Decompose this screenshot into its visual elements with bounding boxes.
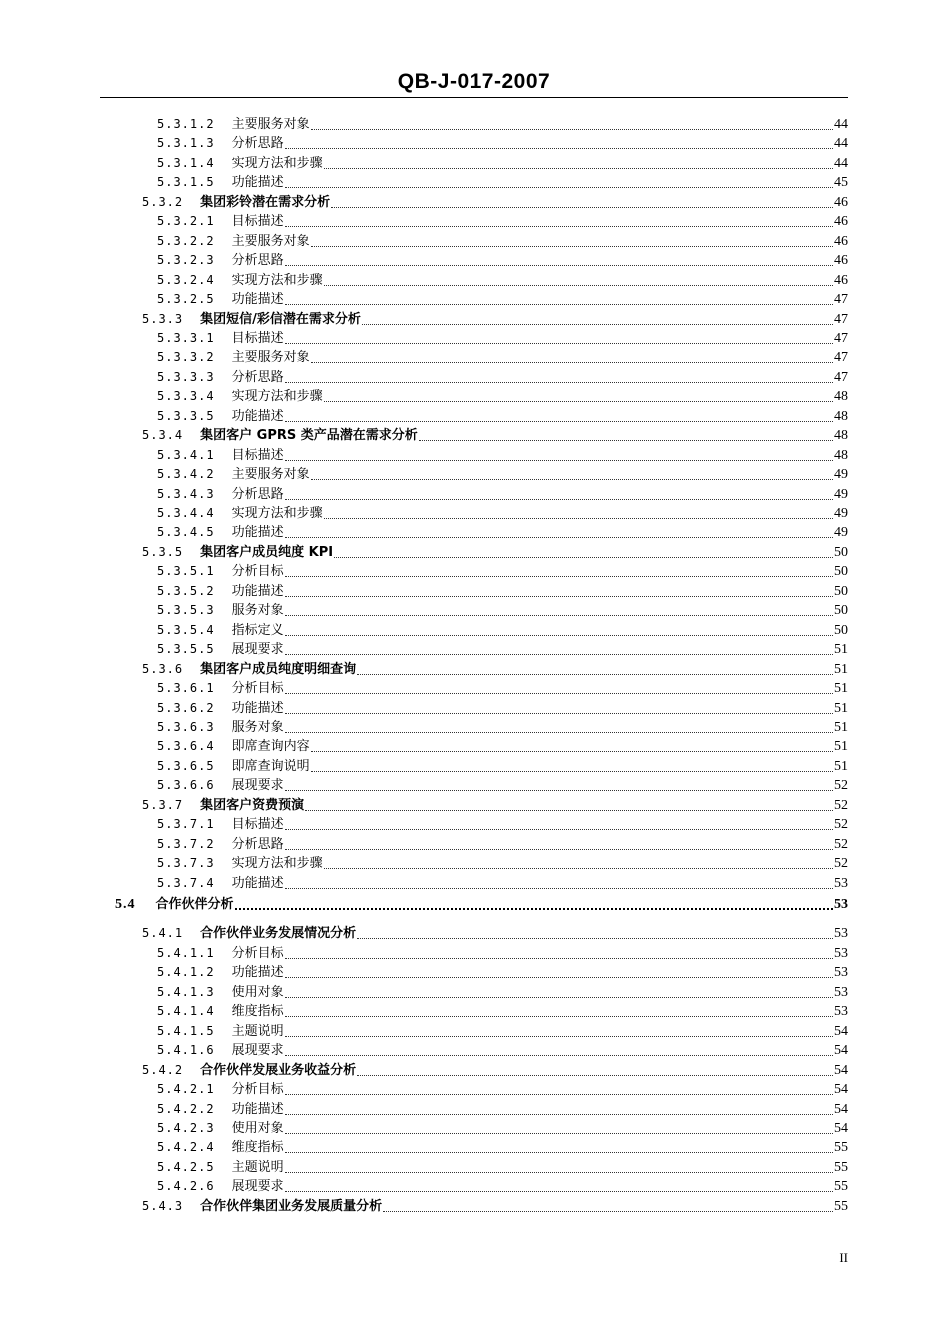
toc-entry-page: 44 (834, 136, 848, 152)
toc-dot-leader (324, 285, 833, 286)
toc-entry[interactable] (157, 523, 848, 542)
toc-dot-leader (285, 1172, 833, 1173)
toc-dot-leader (285, 654, 833, 655)
toc-entry-number: 5.3.6 (142, 661, 184, 676)
toc-entry-number: 5.4.1.5 (157, 1023, 215, 1038)
toc-dot-leader (311, 129, 833, 130)
toc-entry-page: 54 (834, 1120, 848, 1136)
toc-entry-page: 50 (834, 622, 848, 638)
toc-dot-leader (311, 479, 833, 480)
toc-entry[interactable] (157, 737, 848, 756)
toc-entry-page: 51 (834, 719, 848, 735)
toc-dot-leader (285, 460, 833, 461)
toc-dot-leader (357, 1075, 833, 1076)
toc-entry[interactable] (157, 815, 848, 834)
toc-entry-page: 52 (834, 797, 848, 813)
toc-entry-title: 目标描述 (231, 817, 284, 833)
toc-dot-leader (285, 790, 833, 791)
toc-entry[interactable] (157, 944, 848, 963)
toc-dot-leader (285, 1016, 833, 1017)
toc-entry-number: 5.3.4.3 (157, 486, 215, 501)
toc-dot-leader (324, 401, 833, 402)
toc-entry[interactable] (157, 718, 848, 737)
toc-entry-page: 52 (834, 836, 848, 852)
toc-entry[interactable] (157, 465, 848, 484)
toc-entry[interactable] (115, 895, 848, 914)
toc-entry-page: 46 (834, 272, 848, 288)
toc-entry-page: 53 (834, 897, 848, 912)
toc-entry-title: 展现要求 (231, 642, 284, 658)
toc-entry-title: 实现方法和步骤 (231, 856, 323, 872)
toc-entry[interactable] (157, 368, 848, 387)
toc-entry-title: 集团客户资费预演 (200, 797, 305, 813)
document-code-header: QB-J-017-2007 (397, 70, 551, 93)
toc-entry-number: 5.3.4.4 (157, 506, 215, 520)
toc-entry-page: 51 (834, 661, 848, 677)
toc-entry-number: 5.3.5.3 (157, 603, 215, 618)
toc-entry-number: 5.3.7.2 (157, 836, 215, 851)
toc-entry-number: 5.3.7 (142, 797, 184, 812)
toc-entry-title: 分析目标 (231, 945, 284, 961)
toc-dot-leader (285, 713, 833, 714)
toc-entry-number: 5.3.7.4 (157, 875, 215, 890)
toc-entry[interactable] (142, 1197, 848, 1216)
toc-dot-leader (235, 908, 833, 910)
toc-entry-title: 实现方法和步骤 (231, 155, 323, 171)
toc-entry-number: 5.3.3.1 (157, 330, 215, 345)
toc-entry-title: 主题说明 (231, 1159, 284, 1175)
toc-entry-title: 维度指标 (231, 1140, 284, 1156)
toc-dot-leader (362, 324, 833, 325)
toc-entry-title: 功能描述 (231, 175, 284, 191)
toc-entry-page: 47 (834, 292, 848, 308)
toc-entry[interactable] (142, 1061, 848, 1080)
toc-entry-title: 功能描述 (231, 292, 284, 308)
toc-entry-page: 54 (834, 1082, 848, 1098)
toc-dot-leader (285, 849, 833, 850)
toc-dot-leader (331, 207, 833, 208)
toc-dot-leader (311, 771, 833, 772)
toc-entry-title: 分析目标 (231, 1082, 284, 1098)
page-number: II (839, 1250, 848, 1265)
toc-entry-number: 5.3.4.2 (157, 467, 215, 482)
toc-entry-number: 5.4.2.4 (157, 1140, 215, 1155)
toc-entry[interactable] (157, 1041, 848, 1060)
toc-entry[interactable] (157, 582, 848, 601)
toc-entry-title: 主要服务对象 (231, 233, 310, 249)
toc-entry-page: 55 (834, 1179, 848, 1195)
toc-entry-title: 功能描述 (231, 408, 284, 424)
toc-entry-number: 5.3.5 (142, 544, 184, 559)
toc-entry-number: 5.3.7.1 (157, 817, 215, 832)
toc-entry-page: 48 (834, 389, 848, 405)
toc-entry-number: 5.3.3 (142, 311, 184, 326)
toc-entry[interactable] (157, 699, 848, 718)
toc-entry-title: 功能描述 (231, 1101, 284, 1117)
toc-entry-number: 5.3.3.4 (157, 389, 215, 404)
toc-entry[interactable] (157, 1138, 848, 1157)
toc-entry-page: 49 (834, 467, 848, 483)
toc-entry-number: 5.3.3.3 (157, 369, 215, 384)
toc-entry-number: 5.4 (115, 897, 136, 912)
toc-entry-page: 53 (834, 984, 848, 1000)
toc-entry-page: 51 (834, 739, 848, 755)
toc-dot-leader (334, 557, 833, 558)
toc-entry-number: 5.3.6.3 (157, 719, 215, 734)
toc-dot-leader (311, 246, 833, 247)
toc-dot-leader (285, 1152, 833, 1153)
toc-entry-title: 目标描述 (231, 330, 284, 346)
toc-entry-page: 54 (834, 1043, 848, 1059)
toc-entry-page: 48 (834, 447, 848, 463)
toc-entry[interactable] (157, 963, 848, 982)
toc-entry-page: 53 (834, 1004, 848, 1020)
toc-entry[interactable] (157, 115, 848, 134)
toc-entry-number: 5.3.5.5 (157, 642, 215, 657)
toc-entry-page: 51 (834, 642, 848, 658)
toc-entry-page: 49 (834, 506, 848, 521)
toc-dot-leader (311, 751, 833, 752)
toc-entry-title: 分析思路 (231, 486, 284, 502)
toc-dot-leader (285, 226, 833, 227)
toc-dot-leader (285, 888, 833, 889)
toc-entry-page: 49 (834, 525, 848, 541)
toc-entry-page: 52 (834, 817, 848, 833)
toc-entry-title: 集团客户 GPRS 类产品潜在需求分析 (200, 428, 418, 444)
toc-dot-leader (324, 868, 833, 869)
toc-entry-number: 5.3.2.1 (157, 214, 215, 229)
toc-entry-title: 集团短信/彩信潜在需求分析 (200, 311, 361, 327)
toc-entry-title: 合作伙伴发展业务收益分析 (200, 1062, 357, 1078)
toc-entry-number: 5.4.3 (142, 1198, 184, 1213)
header-rule (100, 97, 848, 98)
toc-entry-number: 5.3.1.4 (157, 155, 215, 170)
toc-entry-number: 5.3.6.2 (157, 700, 215, 715)
toc-entry-page: 47 (834, 350, 848, 366)
toc-dot-leader (285, 997, 833, 998)
toc-entry-title: 主要服务对象 (231, 467, 310, 483)
toc-dot-leader (324, 168, 833, 169)
toc-entry-title: 维度指标 (231, 1004, 284, 1020)
toc-entry[interactable] (157, 835, 848, 854)
toc-entry-number: 5.3.4.5 (157, 525, 215, 540)
toc-dot-leader (285, 265, 833, 266)
toc-dot-leader (285, 977, 833, 978)
toc-entry-title: 使用对象 (231, 1120, 284, 1136)
toc-entry-page: 50 (834, 603, 848, 619)
toc-entry-page: 45 (834, 175, 848, 191)
toc-entry[interactable] (157, 874, 848, 893)
toc-entry-number: 5.3.4.1 (157, 447, 215, 462)
toc-entry[interactable] (142, 543, 848, 562)
toc-entry[interactable] (157, 271, 848, 290)
toc-entry[interactable] (157, 290, 848, 309)
toc-entry-number: 5.3.6.5 (157, 758, 215, 773)
toc-entry-number: 5.3.6.1 (157, 681, 215, 696)
toc-entry-number: 5.4.1.2 (157, 965, 215, 980)
toc-entry-page: 51 (834, 758, 848, 774)
toc-entry-number: 5.3.6.4 (157, 739, 215, 754)
toc-dot-leader (285, 421, 833, 422)
toc-entry-number: 5.3.2.3 (157, 253, 215, 268)
toc-entry-number: 5.3.6.6 (157, 778, 215, 793)
toc-entry-title: 分析思路 (231, 369, 284, 385)
toc-entry[interactable] (157, 776, 848, 795)
toc-entry-page: 50 (834, 564, 848, 580)
toc-dot-leader (285, 343, 833, 344)
toc-entry-number: 5.3.2.4 (157, 272, 215, 287)
toc-entry-number: 5.3.1.2 (157, 117, 215, 131)
toc-entry[interactable] (157, 485, 848, 504)
toc-entry-number: 5.4.1 (142, 926, 184, 941)
toc-entry-number: 5.4.2.1 (157, 1082, 215, 1097)
toc-dot-leader (285, 958, 833, 959)
toc-dot-leader (285, 1055, 833, 1056)
toc-entry-page: 44 (834, 117, 848, 132)
toc-dot-leader (285, 615, 833, 616)
toc-entry-title: 目标描述 (231, 447, 284, 463)
toc-entry-title: 主要服务对象 (231, 117, 310, 132)
toc-entry[interactable] (157, 348, 848, 367)
toc-entry-number: 5.4.2.5 (157, 1159, 215, 1174)
toc-entry[interactable] (157, 1177, 848, 1196)
toc-entry-title: 主题说明 (231, 1023, 284, 1039)
toc-entry-page: 53 (834, 926, 848, 942)
toc-dot-leader (285, 1036, 833, 1037)
toc-entry[interactable] (157, 1119, 848, 1138)
toc-entry[interactable] (157, 621, 848, 640)
toc-entry-page: 46 (834, 194, 848, 210)
toc-entry[interactable] (157, 387, 848, 406)
toc-entry[interactable] (157, 173, 848, 192)
toc-entry-number: 5.4.1.3 (157, 984, 215, 999)
toc-entry-title: 合作伙伴集团业务发展质量分析 (200, 1198, 383, 1214)
toc-entry[interactable] (157, 854, 848, 873)
toc-entry-title: 实现方法和步骤 (231, 506, 323, 521)
toc-entry-number: 5.4.1.1 (157, 945, 215, 960)
toc-dot-leader (357, 674, 833, 675)
toc-entry[interactable] (157, 757, 848, 776)
toc-dot-leader (285, 1114, 833, 1115)
toc-entry-title: 主要服务对象 (231, 350, 310, 366)
toc-dot-leader (311, 362, 833, 363)
toc-entry-title: 集团彩铃潜在需求分析 (200, 194, 331, 210)
toc-entry-page: 55 (834, 1159, 848, 1175)
toc-entry-page: 53 (834, 945, 848, 961)
toc-entry-page: 52 (834, 856, 848, 872)
toc-dot-leader (285, 576, 833, 577)
toc-entry-page: 44 (834, 155, 848, 171)
toc-entry-page: 48 (834, 408, 848, 424)
toc-dot-leader (285, 537, 833, 538)
toc-entry[interactable] (142, 193, 848, 212)
toc-entry-title: 服务对象 (231, 719, 284, 735)
toc-entry-number: 5.3.3.2 (157, 350, 215, 365)
toc-dot-leader (419, 440, 833, 441)
toc-entry-number: 5.4.2 (142, 1062, 184, 1077)
toc-dot-leader (285, 148, 833, 149)
toc-entry[interactable] (157, 640, 848, 659)
toc-entry[interactable] (157, 329, 848, 348)
toc-entry-page: 46 (834, 253, 848, 269)
toc-dot-leader (285, 693, 833, 694)
toc-entry-title: 实现方法和步骤 (231, 389, 323, 405)
toc-entry-title: 功能描述 (231, 875, 284, 891)
toc-entry-title: 展现要求 (231, 1043, 284, 1059)
toc-entry-title: 即席查询内容 (231, 739, 310, 755)
toc-entry[interactable] (157, 601, 848, 620)
toc-entry-title: 合作伙伴业务发展情况分析 (200, 926, 357, 942)
toc-entry[interactable] (142, 660, 848, 679)
toc-entry-title: 功能描述 (231, 583, 284, 599)
toc-entry-title: 功能描述 (231, 965, 284, 981)
toc-dot-leader (285, 1191, 833, 1192)
toc-entry-title: 分析思路 (231, 253, 284, 269)
toc-dot-leader (285, 732, 833, 733)
toc-entry[interactable] (157, 1100, 848, 1119)
toc-dot-leader (357, 938, 833, 939)
toc-entry-page: 50 (834, 583, 848, 599)
toc-entry-number: 5.4.2.2 (157, 1101, 215, 1116)
toc-dot-leader (285, 499, 833, 500)
toc-entry[interactable] (157, 504, 848, 523)
toc-entry-title: 目标描述 (231, 214, 284, 230)
toc-dot-leader (285, 829, 833, 830)
toc-dot-leader (285, 187, 833, 188)
toc-entry-number: 5.3.3.5 (157, 408, 215, 423)
toc-entry-number: 5.4.1.4 (157, 1004, 215, 1019)
toc-entry-page: 47 (834, 369, 848, 385)
toc-entry[interactable] (157, 446, 848, 465)
toc-entry-title: 集团客户成员纯度明细查询 (200, 661, 357, 677)
toc-entry[interactable] (157, 562, 848, 581)
toc-dot-leader (285, 304, 833, 305)
toc-entry-title: 功能描述 (231, 700, 284, 716)
toc-entry-page: 47 (834, 330, 848, 346)
toc-entry[interactable] (157, 134, 848, 153)
toc-entry[interactable] (157, 1002, 848, 1021)
toc-entry-page: 54 (834, 1101, 848, 1117)
toc-entry[interactable] (157, 679, 848, 698)
toc-entry-page: 53 (834, 965, 848, 981)
toc-entry-page: 48 (834, 428, 848, 444)
toc-entry[interactable] (157, 154, 848, 173)
toc-entry[interactable] (157, 983, 848, 1002)
toc-entry-number: 5.3.2.5 (157, 292, 215, 307)
toc-entry-page: 47 (834, 311, 848, 327)
toc-entry-page: 51 (834, 681, 848, 697)
toc-dot-leader (305, 810, 833, 811)
toc-entry[interactable] (142, 426, 848, 445)
toc-entry-number: 5.3.7.3 (157, 856, 215, 871)
toc-entry-number: 5.3.4 (142, 428, 184, 443)
toc-entry[interactable] (157, 251, 848, 270)
toc-entry-title: 指标定义 (231, 622, 284, 638)
toc-entry-page: 55 (834, 1198, 848, 1214)
toc-entry-page: 54 (834, 1023, 848, 1039)
toc-entry-title: 合作伙伴分析 (155, 897, 234, 912)
toc-entry[interactable] (157, 1158, 848, 1177)
toc-entry-title: 展现要求 (231, 1179, 284, 1195)
toc-entry-title: 使用对象 (231, 984, 284, 1000)
toc-entry-title: 功能描述 (231, 525, 284, 541)
toc-entry-number: 5.4.2.3 (157, 1120, 215, 1135)
toc-entry[interactable] (157, 407, 848, 426)
toc-entry[interactable] (142, 796, 848, 815)
toc-entry[interactable] (157, 212, 848, 231)
toc-entry-number: 5.3.5.1 (157, 564, 215, 579)
toc-entry-page: 52 (834, 778, 848, 794)
toc-entry-number: 5.3.1.5 (157, 175, 215, 190)
toc-dot-leader (285, 382, 833, 383)
toc-entry-title: 分析思路 (231, 136, 284, 152)
toc-dot-leader (324, 518, 833, 519)
toc-entry-number: 5.4.1.6 (157, 1043, 215, 1058)
toc-entry-page: 54 (834, 1062, 848, 1078)
toc-entry-title: 集团客户成员纯度 KPI (200, 544, 334, 560)
toc-entry-title: 分析目标 (231, 681, 284, 697)
toc-entry-number: 5.3.5.4 (157, 622, 215, 637)
toc-entry-title: 展现要求 (231, 778, 284, 794)
toc-dot-leader (383, 1211, 833, 1212)
toc-entry[interactable] (142, 924, 848, 943)
toc-entry[interactable] (157, 1022, 848, 1041)
toc-entry-number: 5.4.2.6 (157, 1179, 215, 1194)
toc-entry-number: 5.3.5.2 (157, 583, 215, 598)
toc-entry-number: 5.3.2.2 (157, 233, 215, 248)
toc-entry[interactable] (157, 232, 848, 251)
toc-entry-page: 50 (834, 544, 848, 560)
toc-entry-title: 实现方法和步骤 (231, 272, 323, 288)
toc-entry[interactable] (142, 310, 848, 329)
toc-entry-page: 51 (834, 700, 848, 716)
toc-entry-title: 即席查询说明 (231, 758, 310, 774)
toc-entry-number: 5.3.1.3 (157, 136, 215, 151)
toc-entry-number: 5.3.2 (142, 194, 184, 209)
toc-entry-title: 分析思路 (231, 836, 284, 852)
toc-entry-page: 46 (834, 233, 848, 249)
toc-entry-title: 分析目标 (231, 564, 284, 580)
toc-entry-page: 55 (834, 1140, 848, 1156)
toc-entry[interactable] (157, 1080, 848, 1099)
toc-dot-leader (285, 635, 833, 636)
toc-entry-title: 服务对象 (231, 603, 284, 619)
toc-entry-page: 49 (834, 486, 848, 502)
toc-dot-leader (285, 596, 833, 597)
toc-dot-leader (285, 1094, 833, 1095)
toc-entry-page: 53 (834, 875, 848, 891)
toc-entry-page: 46 (834, 214, 848, 230)
toc-dot-leader (285, 1133, 833, 1134)
